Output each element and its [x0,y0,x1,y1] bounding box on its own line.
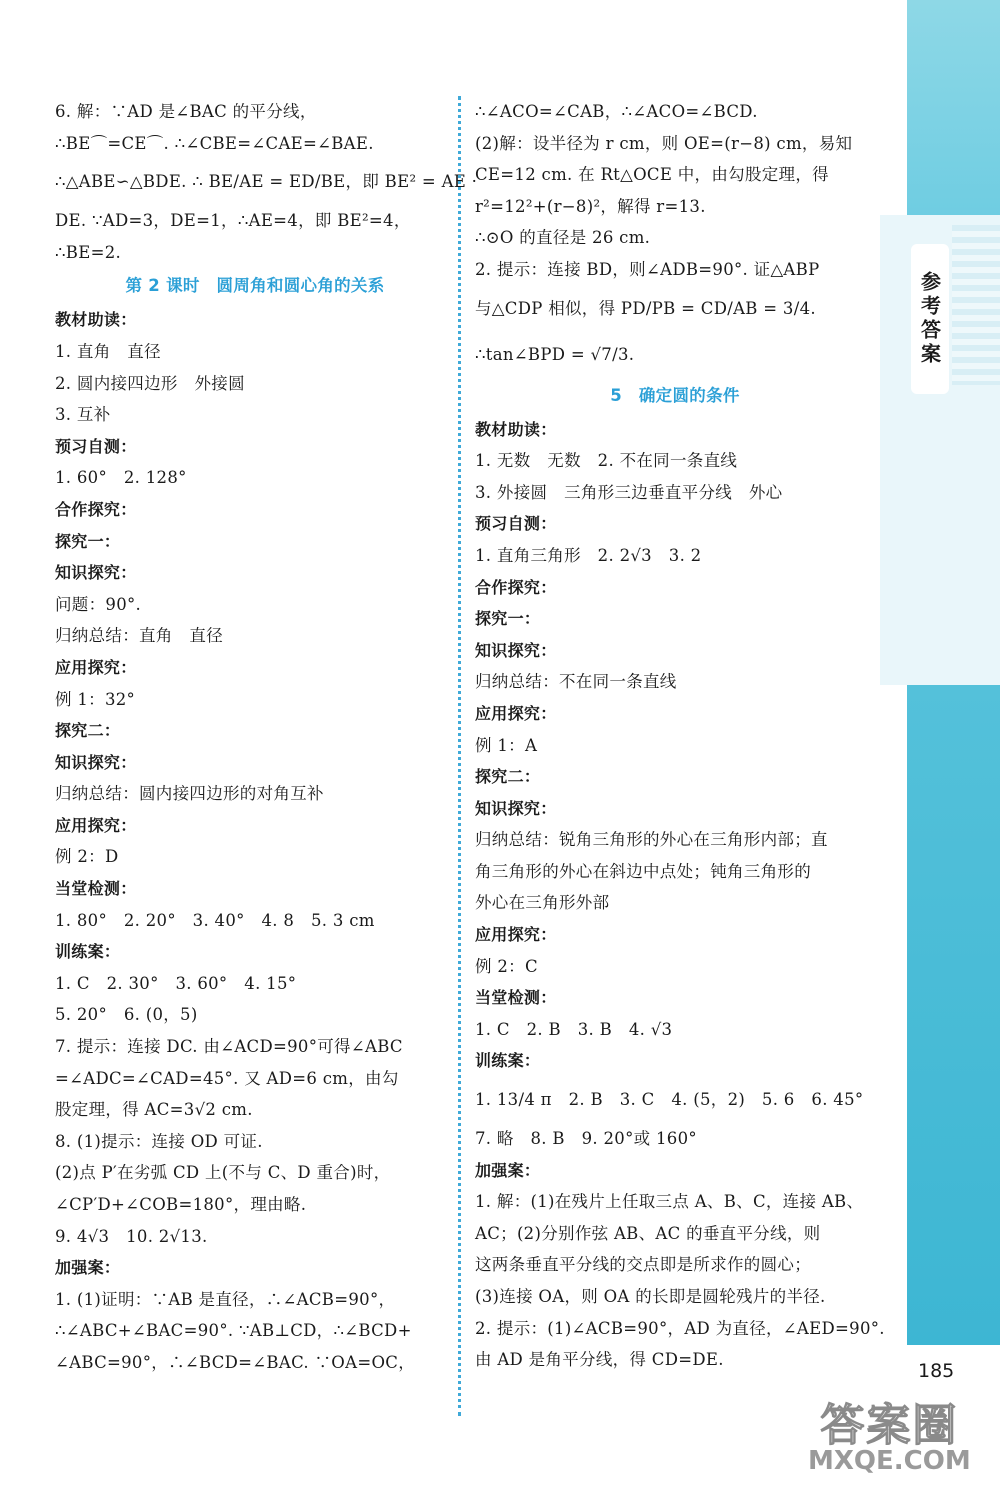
answer-line: ∴∠ABC+∠BAC=90°. ∵AB⊥CD，∴∠BCD+ [55,1321,412,1341]
answer-line: ∴⊙O 的直径是 26 cm. [475,228,651,248]
answer-line: ∴tan∠BPD = √7/3. [475,344,635,364]
page-number: 185 [918,1360,955,1382]
answer-line: 2. 圆内接四边形 外接圆 [55,373,245,393]
section-heading: 训练案： [475,1051,541,1071]
side-band-bottom [907,685,1000,1345]
answer-line: 例 2：C [475,956,538,976]
answer-line: r²=12²+(r−8)²，解得 r=13. [475,196,706,216]
answer-line: 2. 提示：连接 BD，则∠ADB=90°. 证△ABP [475,259,820,279]
answer-line: 7. 略 8. B 9. 20°或 160° [475,1129,697,1149]
answer-line: ∴△ABE∽△BDE. ∴ BE/AE = ED/BE，即 BE² = AE · [55,172,478,192]
section-heading: 应用探究： [475,703,557,723]
answer-line: 与△CDP 相似，得 PD/PB = CD/AB = 3/4. [475,298,816,318]
answer-line: (2)解：设半径为 r cm，则 OE=(r−8) cm，易知 [475,133,853,153]
answer-line: 1. 解：(1)在残片上任取三点 A、B、C，连接 AB、 [475,1192,864,1212]
section-heading: 当堂检测： [475,988,557,1008]
answer-line: ∴∠ACO=∠CAB，∴∠ACO=∠BCD. [475,102,758,121]
answer-line: 1. 13/4 π 2. B 3. C 4. (5，2) 5. 6 6. 45° [475,1090,864,1110]
section-heading: 教材助读： [55,310,137,330]
answer-line: 外心在三角形外部 [475,893,610,913]
section-heading: 预习自测： [475,514,557,534]
section-heading: 探究二： [475,767,541,787]
section-heading: 知识探究： [475,798,557,818]
watermark [808,1400,971,1476]
section-heading: 合作探究： [475,577,557,597]
answer-line: 3. 外接圆 三角形三边垂直平分线 外心 [475,482,783,502]
answer-line: 例 2：D [55,847,119,867]
answer-line: 9. 4√3 10. 2√13. [55,1226,208,1246]
answer-line: 1. C 2. 30° 3. 60° 4. 15° [55,973,297,993]
side-tab-label: 参考答案 [911,244,949,394]
section-heading: 应用探究： [55,657,137,677]
section-heading: 知识探究： [475,640,557,660]
watermark-logo-text: 答案圈 [820,1400,959,1451]
answer-line: 2. 提示：(1)∠ACB=90°，AD 为直径，∠AED=90°. [475,1318,885,1338]
answer-line: 例 1：32° [55,689,136,709]
side-band-top [907,0,1000,215]
section-heading: 当堂检测： [55,879,137,899]
answer-line: 归纳总结：圆内接四边形的对角互补 [55,784,324,804]
answer-line: 问题：90°. [55,594,142,614]
answer-line: DE. ∵AD=3，DE=1，∴AE=4，即 BE²=4， [55,211,411,231]
section-heading: 训练案： [55,942,121,962]
section-title: 5 确定圆的条件 [610,385,740,405]
answer-line: 1. 80° 2. 20° 3. 40° 4. 8 5. 3 cm [55,910,375,930]
watermark-url: MXQE.COM [808,1446,971,1476]
answer-line: 角三角形的外心在斜边中点处；钝角三角形的 [475,861,811,881]
answer-line: 例 1：A [475,735,538,755]
answer-line: (2)点 P′在劣弧 CD 上(不与 C、D 重合)时， [55,1163,391,1183]
answer-line: AC；(2)分别作弦 AB、AC 的垂直平分线，则 [475,1223,821,1243]
answer-line: 1. 直角 直径 [55,341,161,361]
answer-line: (3)连接 OA，则 OA 的长即是圆轮残片的半径. [475,1287,826,1306]
section-heading: 知识探究： [55,563,137,583]
answer-line: 归纳总结：直角 直径 [55,626,223,646]
section-heading: 知识探究： [55,752,137,772]
section-heading: 应用探究： [55,815,137,835]
section-heading: 应用探究： [475,925,557,945]
answer-line: 1. 无数 无数 2. 不在同一条直线 [475,451,738,471]
right-column [475,96,885,1376]
section-heading: 预习自测： [55,436,137,456]
answer-line: =∠ADC=∠CAD=45°. 又 AD=6 cm，由勾 [55,1068,399,1088]
section-title: 第 2 课时 圆周角和圆心角的关系 [125,276,385,296]
answer-line: ∴BE=2. [55,242,122,262]
answer-line: 1. 直角三角形 2. 2√3 3. 2 [475,545,702,565]
section-heading: 加强案： [475,1160,541,1180]
answer-line: CE=12 cm. 在 Rt△OCE 中，由勾股定理，得 [475,165,829,185]
section-heading: 探究一： [475,609,541,629]
answer-line: 归纳总结：不在同一条直线 [475,672,677,692]
answer-line: 由 AD 是角平分线，得 CD=DE. [475,1350,724,1370]
answer-line: 6. 解：∵AD 是∠BAC 的平分线， [55,102,317,121]
answer-line: 1. (1)证明：∵AB 是直径，∴∠ACB=90°， [55,1289,396,1309]
answer-line: 3. 互补 [55,405,111,425]
answer-line: 归纳总结：锐角三角形的外心在三角形内部；直 [475,830,828,850]
section-heading: 合作探究： [55,499,137,519]
answer-line: 7. 提示：连接 DC. 由∠ACD=90°可得∠ABC [55,1037,403,1057]
answer-line: 1. C 2. B 3. B 4. √3 [475,1019,673,1039]
column-divider [458,96,461,1416]
section-heading: 探究一： [55,531,121,551]
answer-line: ∠ABC=90°，∴∠BCD=∠BAC. ∵OA=OC， [55,1352,416,1372]
answer-line: 股定理，得 AC=3√2 cm. [55,1100,253,1120]
side-band-stripes [952,225,1000,385]
answer-line: ∠CP′D+∠COB=180°，理由略. [55,1195,307,1214]
section-heading: 加强案： [55,1258,121,1278]
answer-line: 8. (1)提示：连接 OD 可证. [55,1131,263,1151]
answer-line: 1. 60° 2. 128° [55,468,187,488]
left-column [55,96,478,1379]
answer-line: 5. 20° 6. (0，5) [55,1005,198,1025]
section-heading: 教材助读： [475,419,557,439]
answer-line: ∴BE⌒=CE⌒. ∴∠CBE=∠CAE=∠BAE. [55,133,374,153]
section-heading: 探究二： [55,721,121,741]
answer-line: 这两条垂直平分线的交点即是所求作的圆心； [475,1255,811,1275]
